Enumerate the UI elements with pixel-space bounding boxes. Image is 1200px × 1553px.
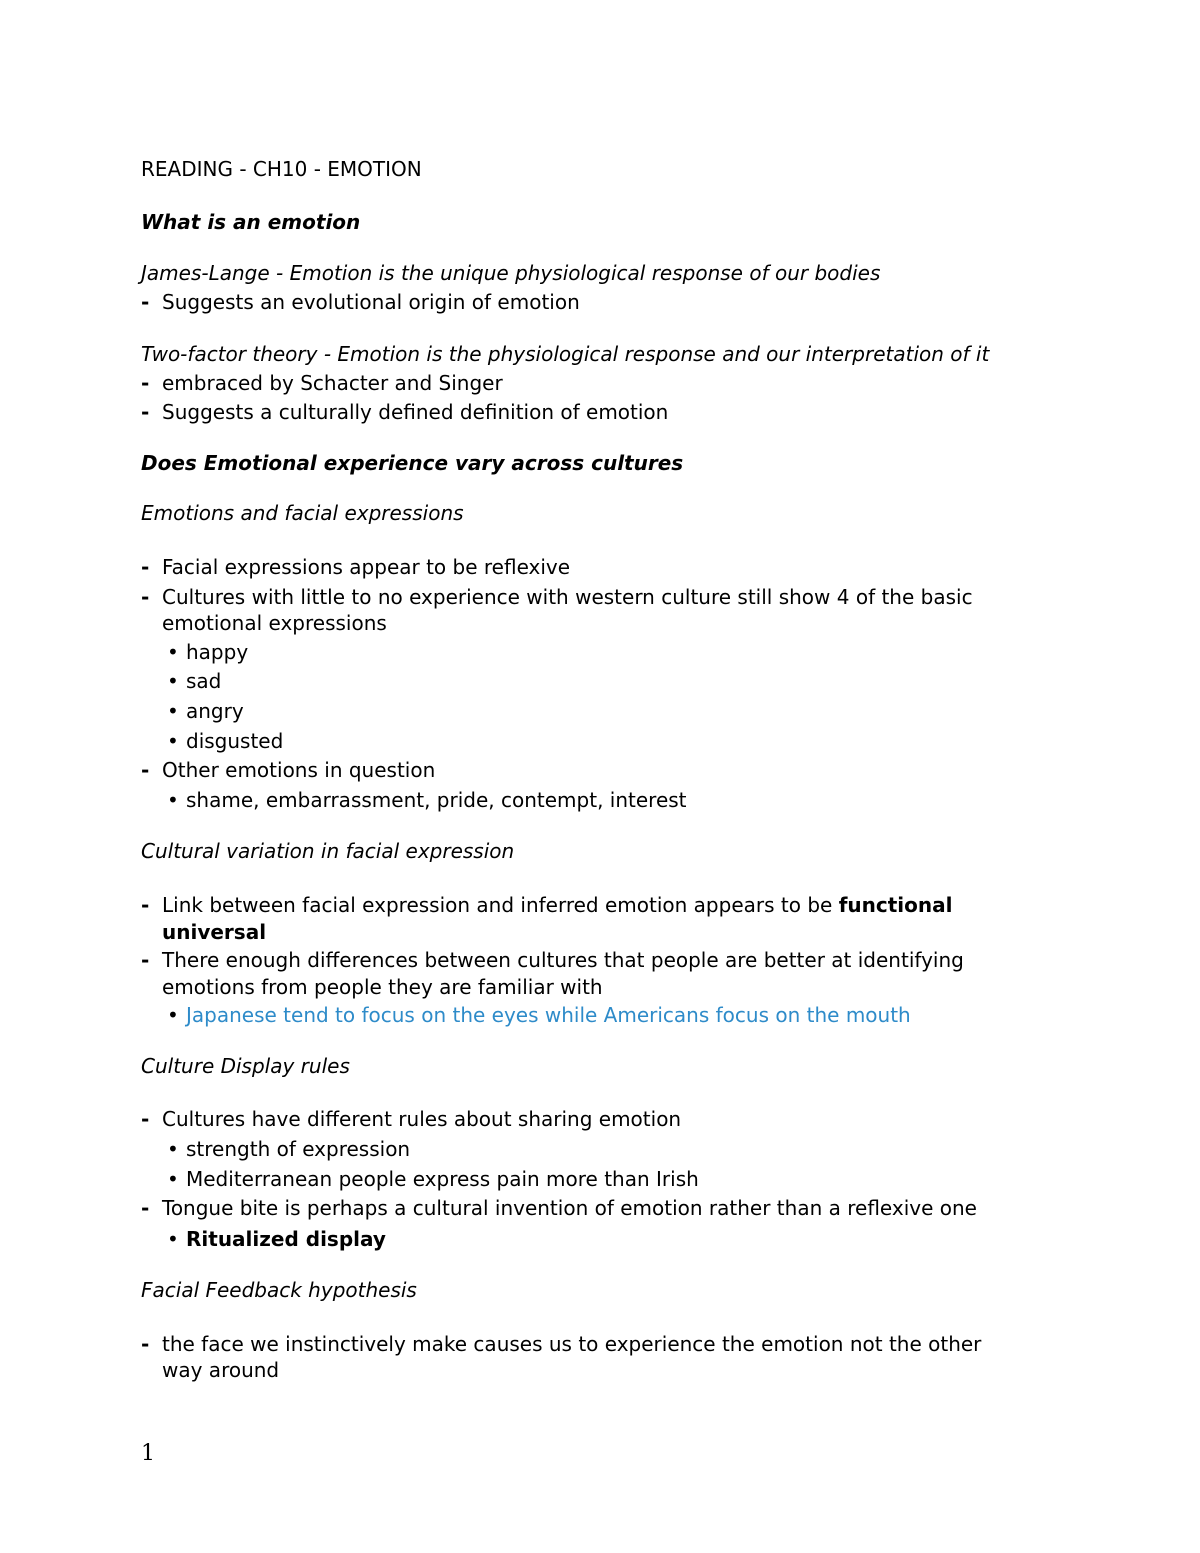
list-item-continuation: emotional expressions	[162, 611, 387, 635]
list-item-continuation: emotions from people they are familiar with	[162, 975, 603, 999]
list-item: Cultures with little to no experience with western culture still show 4 of the basic	[162, 585, 973, 609]
bold-term-continuation: universal	[162, 920, 267, 944]
dash-marker: -	[141, 371, 150, 395]
list-item-continuation: way around	[162, 1358, 280, 1382]
dash-marker: -	[141, 1107, 150, 1131]
dash-marker: -	[141, 758, 150, 782]
sub-list-item: disgusted	[186, 729, 284, 753]
bullet-marker: •	[167, 1227, 179, 1251]
sub-list-item: Ritualized display	[186, 1227, 386, 1251]
document-title: READING - CH10 - EMOTION	[141, 157, 422, 181]
list-item: There enough differences between cultures that people are better at identifying	[162, 948, 964, 972]
subheading-cultural-variation: Cultural variation in facial expression	[141, 839, 515, 863]
subheading-display-rules: Culture Display rules	[141, 1054, 350, 1078]
list-item: Other emotions in question	[162, 758, 436, 782]
bullet-marker: •	[167, 1137, 179, 1161]
bullet-marker: •	[167, 729, 179, 753]
dash-marker: -	[141, 1196, 150, 1220]
sub-list-item: sad	[186, 669, 222, 693]
list-item: Cultures have different rules about sharing emotion	[162, 1107, 682, 1131]
dash-marker: -	[141, 893, 150, 917]
list-item: Facial expressions appear to be reflexive	[162, 555, 571, 579]
bold-term: functional	[838, 893, 953, 917]
section-heading-cultures: Does Emotional experience vary across cultures	[141, 451, 684, 475]
highlighted-sub-list-item: Japanese tend to focus on the eyes while Americans focus on the mouth	[186, 1003, 911, 1027]
two-factor-definition: Two-factor theory - Emotion is the physiological response and our interpretation of it	[141, 342, 990, 366]
bullet-marker: •	[167, 1003, 179, 1027]
dash-marker: -	[141, 400, 150, 424]
list-item-text: Link between facial expression and inferred emotion appears to be	[162, 893, 833, 917]
bullet-marker: •	[167, 640, 179, 664]
list-item	[162, 892, 952, 918]
dash-marker: -	[141, 1332, 150, 1356]
sub-list-item: shame, embarrassment, pride, contempt, interest	[186, 788, 687, 812]
sub-list-item: angry	[186, 699, 244, 723]
dash-marker: -	[141, 290, 150, 314]
bullet-marker: •	[167, 788, 179, 812]
section-heading-what-is-emotion: What is an emotion	[141, 210, 361, 234]
list-item: the face we instinctively make causes us to experience the emotion not the other	[162, 1332, 982, 1356]
sub-list-item: Mediterranean people express pain more than Irish	[186, 1167, 699, 1191]
dash-marker: -	[141, 555, 150, 579]
subheading-facial-expressions: Emotions and facial expressions	[141, 501, 464, 525]
list-item: Tongue bite is perhaps a cultural invention of emotion rather than a reflexive one	[162, 1196, 977, 1220]
dash-marker: -	[141, 585, 150, 609]
subheading-facial-feedback: Facial Feedback hypothesis	[141, 1278, 417, 1302]
sub-list-item: happy	[186, 640, 249, 664]
james-lange-definition: James-Lange - Emotion is the unique physiological response of our bodies	[141, 261, 881, 285]
dash-marker: -	[141, 948, 150, 972]
list-item: Suggests a culturally defined definition of emotion	[162, 400, 669, 424]
list-item: Suggests an evolutional origin of emotion	[162, 290, 580, 314]
bullet-marker: •	[167, 1167, 179, 1191]
bullet-marker: •	[167, 699, 179, 723]
bullet-marker: •	[167, 669, 179, 693]
sub-list-item: strength of expression	[186, 1137, 411, 1161]
page-number: 1	[141, 1441, 155, 1466]
list-item: embraced by Schacter and Singer	[162, 371, 503, 395]
